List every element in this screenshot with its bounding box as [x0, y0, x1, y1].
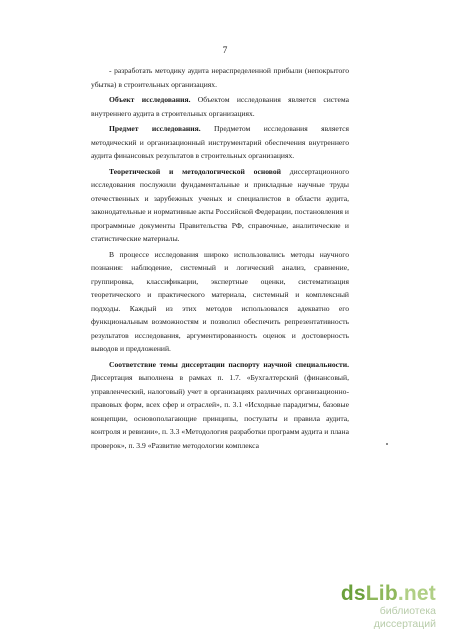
paragraph-lead: Соответствие темы диссертации паспорту научной специальности.: [109, 359, 349, 369]
paragraph-lead: Теоретической и методологической основой: [109, 166, 282, 176]
paragraph-subject: [91, 122, 349, 163]
paragraph-specialty-passport: [91, 358, 349, 453]
paragraph-object: [91, 93, 349, 120]
page-body: [91, 64, 349, 452]
watermark-logo: dsLib.net: [340, 582, 436, 605]
scan-speck: [386, 443, 388, 445]
paragraph-lead: Объект исследования.: [109, 95, 191, 104]
paragraph-task: [91, 64, 349, 91]
watermark-subtitle: библиотека диссертаций: [373, 605, 436, 630]
paragraph-text: диссертационного исследования послужили фундаментальные и прикладные научные труды отечественных и зарубежных ученых и специалистов в области аудита, законодательные и нормативные акты Российской Федерации, постановления и программные документы Правительства РФ, справочные, аналитические и статистические материалы.: [91, 166, 349, 243]
paragraph-methods: [91, 248, 349, 356]
paragraph-text: Диссертация выполнена в рамках п. 1.7. «Бухгалтерский (финансовый, управленческий, налоговый) учет в организациях различных организационно-правовых форм, всех сфер и отраслей», п. 3.1 «Исходные парадигмы, базовые концепции, основополагающие принципы, постулаты и правила аудита, контроля и ревизии», п. 3.3 «Методология разработки программ аудита и плана проверок», п. 3.9 «Развитие методологии комплекса: [91, 373, 349, 450]
watermark: [318, 582, 436, 630]
page-number: 7: [222, 46, 228, 56]
paragraph-lead: Предмет исследования.: [109, 124, 201, 133]
paragraph-text: - разработать методику аудита нераспределенной прибыли (непокрытого убытка) в строительных организациях.: [91, 66, 349, 89]
paragraph-theoretical-basis: [91, 165, 349, 246]
paragraph-text: В процессе исследования широко использовались методы научного познания: наблюдение, системный и логический анализ, сравнение, группировка, классификации, экспертные оценки, систематизация теоретического и практического материала, системный и комплексный подходы. Каждый из этих методов использовался адекватно его функциональным возможностям и позволил обеспечить репрезентативность результатов исследования, аргументированность оценок и достоверность выводов и предложений.: [91, 249, 349, 353]
paragraph-text: Объектом исследования является система внутреннего аудита в строительных организациях.: [91, 95, 349, 118]
paragraph-text: Предметом исследования является методический и организационный инструментарий обеспечения внутреннего аудита финансовых результатов в строительных организациях.: [91, 124, 349, 160]
